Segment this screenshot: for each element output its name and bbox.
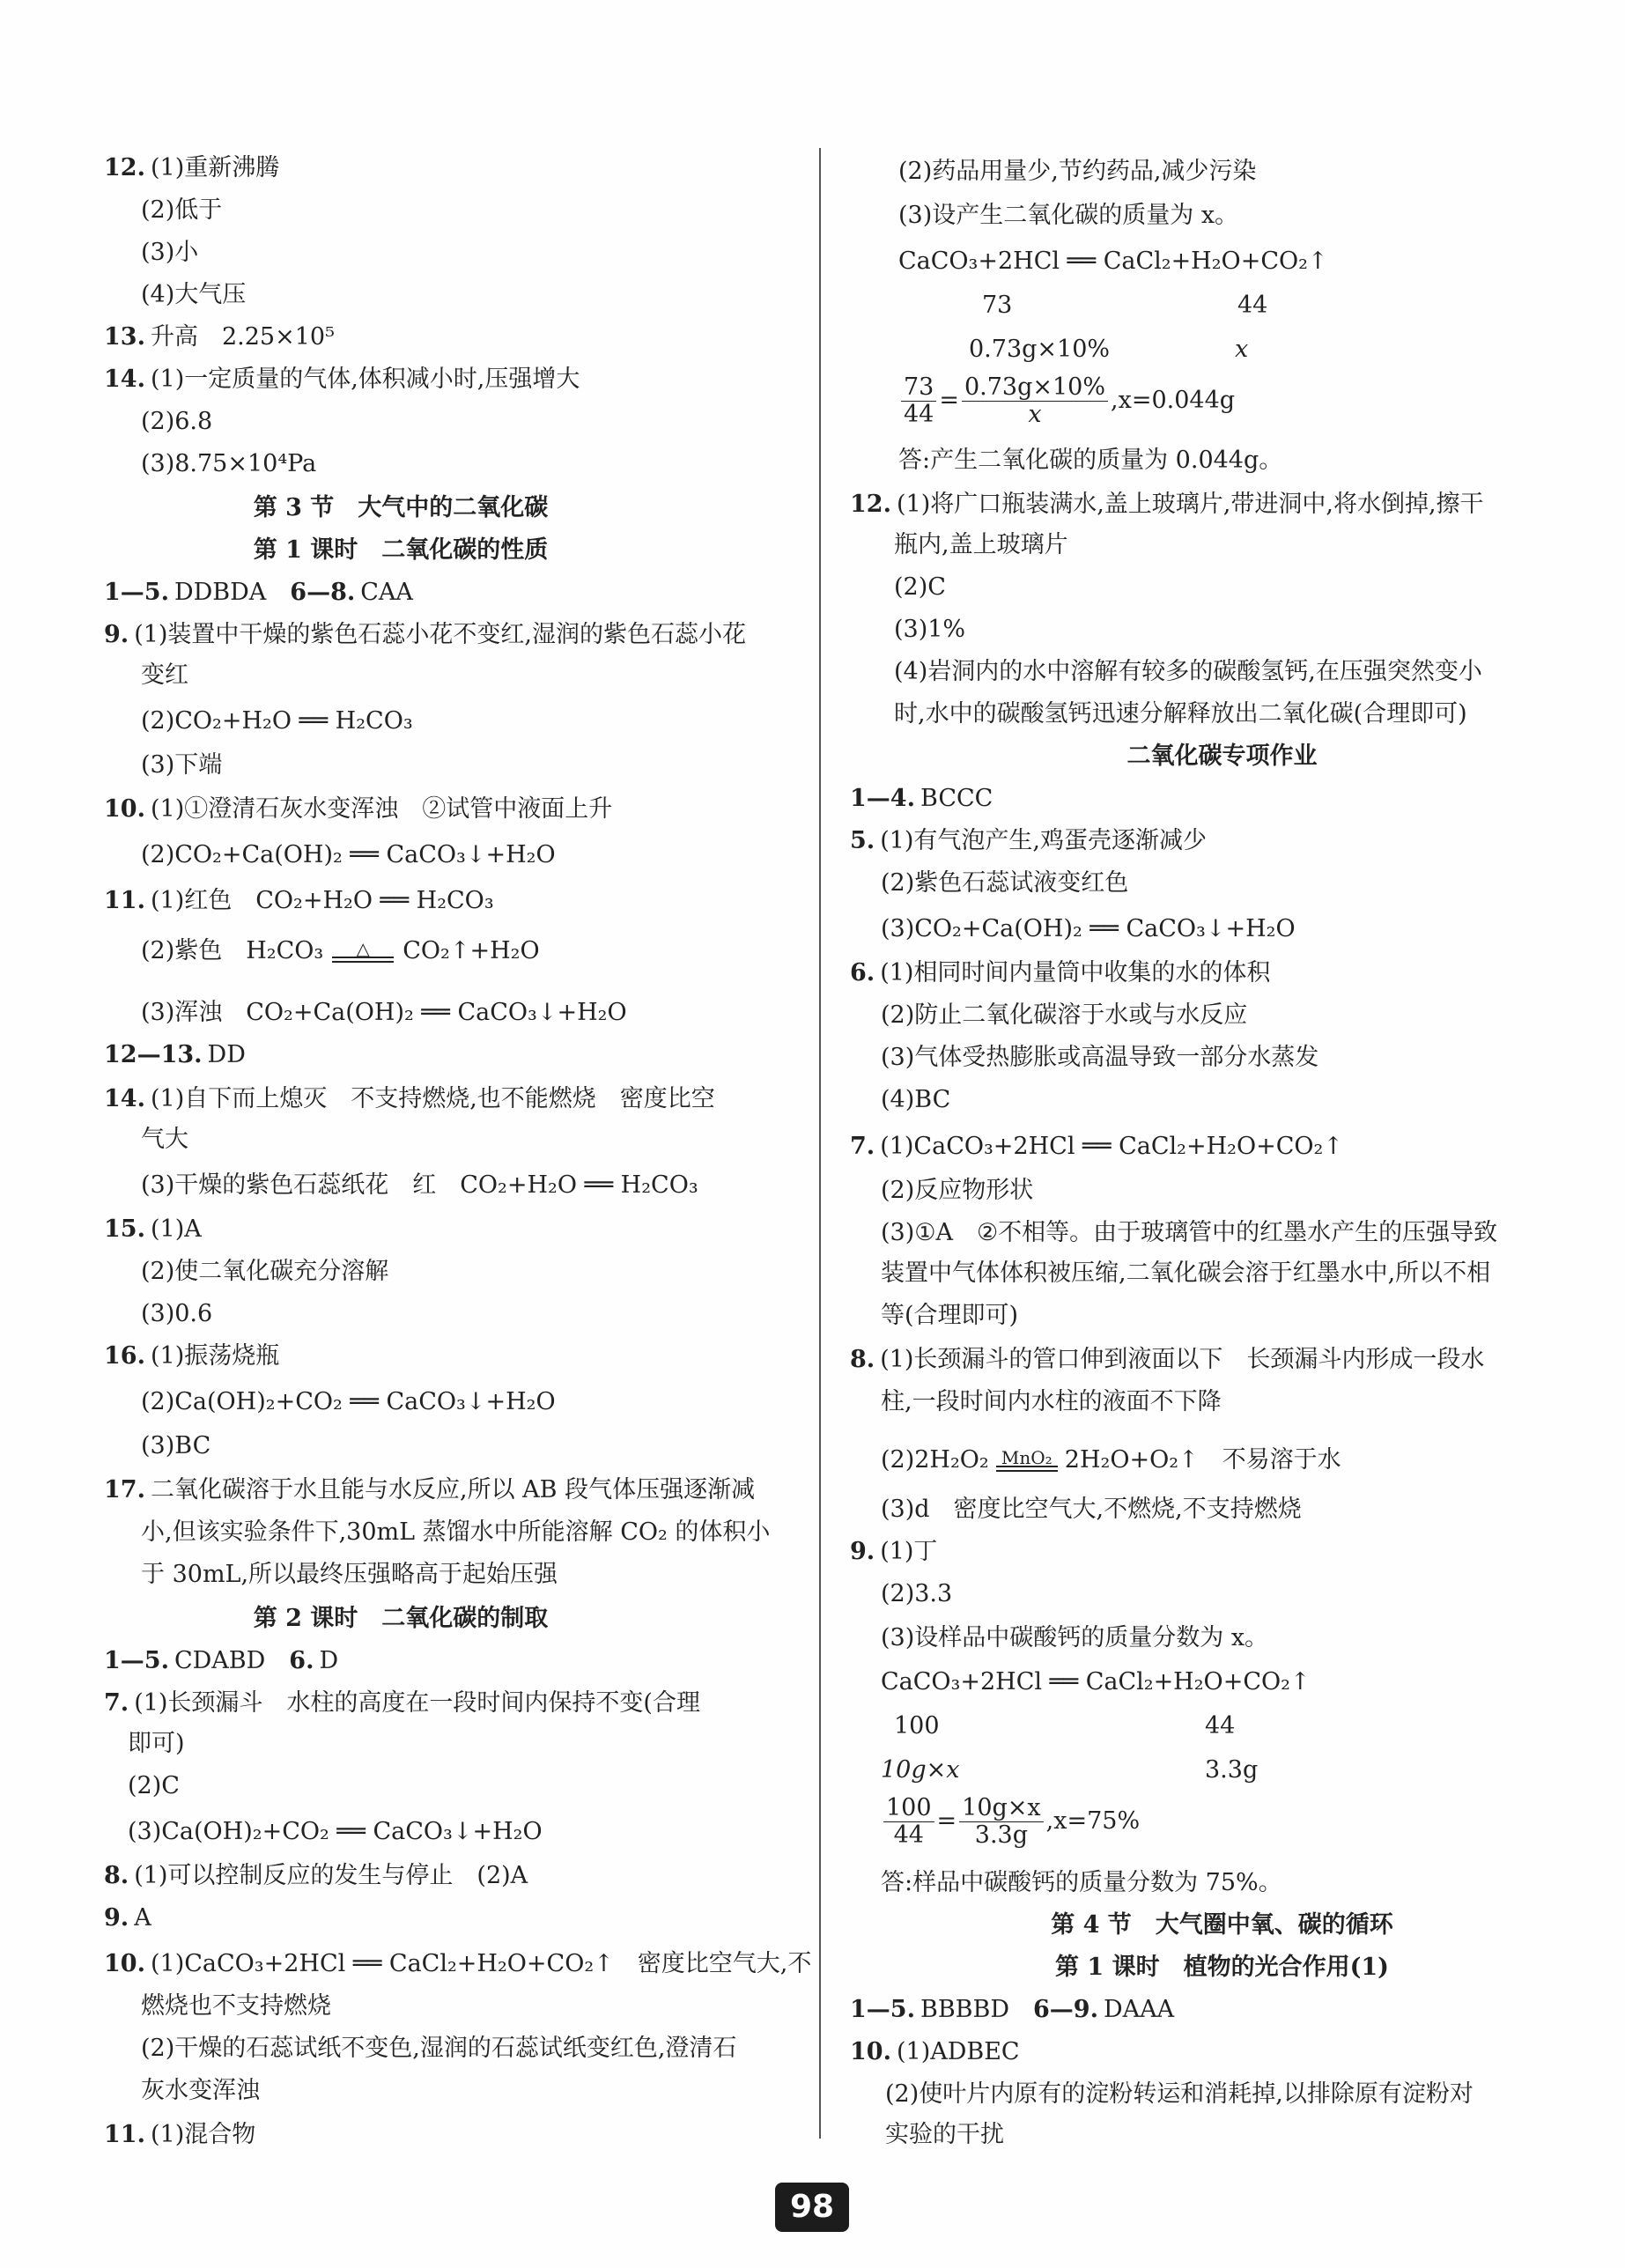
choice-answers: 1—5. DDBDA 6—8. CAA bbox=[104, 579, 413, 606]
answer-8-2: (2)2H₂O₂ MnO₂ 2H₂O+O₂↑ 不易溶于水 bbox=[881, 1446, 1341, 1474]
mass-1: 73 bbox=[982, 292, 1013, 319]
proportion-2: $\frac{100}{44}$ = $\frac{10g\times x}{3.3g}$ ,x=75% bbox=[881, 1795, 1140, 1857]
mass-2: 44 bbox=[1237, 292, 1268, 319]
answer-10-2-cont: 实验的干扰 bbox=[885, 2121, 1004, 2148]
answer-8-cont: 柱,一段时间内水柱的液面不下降 bbox=[881, 1388, 1222, 1415]
answer-5: 5. (1)有气泡产生,鸡蛋壳逐渐减少 bbox=[850, 827, 1208, 854]
answer-6-3: (3)气体受热膨胀或高温导致一部分水蒸发 bbox=[881, 1044, 1319, 1071]
answer-11c-3: (3)设产生二氧化碳的质量为 x。 bbox=[898, 202, 1239, 229]
answer-9-3: (3)设样品中碳酸钙的质量分数为 x。 bbox=[881, 1624, 1269, 1651]
answer-12-2: (2)低于 bbox=[141, 196, 223, 224]
proportion: $\frac{73}{44}$ = $\frac{0.73g\times 10\%}{x}$ ,x=0.044g bbox=[898, 374, 1235, 436]
answer-12-3: (3)小 bbox=[141, 239, 199, 266]
answer-10b-cont: 燃烧也不支持燃烧 bbox=[141, 1992, 331, 2020]
answer-7-3-cont2: 等(合理即可) bbox=[881, 1302, 1019, 1329]
answer-15-2: (2)使二氧化碳充分溶解 bbox=[141, 1258, 389, 1285]
answer-10b-2: (2)干燥的石蕊试纸不变色,湿润的石蕊试纸变红色,澄清石 bbox=[141, 2035, 737, 2062]
value-1: 0.73g×10% bbox=[969, 336, 1111, 363]
answer-9-cont: 变红 bbox=[141, 661, 188, 689]
answer-12-2: (2)C bbox=[894, 573, 946, 601]
answer-11b: 11. (1)混合物 bbox=[104, 2121, 256, 2148]
choice-answers-2: 12—13. DD bbox=[104, 1041, 246, 1068]
answer-14b: 14. (1)自下而上熄灭 不支持燃烧,也不能燃烧 密度比空 bbox=[104, 1085, 715, 1112]
answer-5-2: (2)紫色石蕊试液变红色 bbox=[881, 869, 1129, 897]
answer-9-2: (2)3.3 bbox=[881, 1580, 953, 1607]
answer-16-3: (3)BC bbox=[141, 1432, 211, 1459]
answer-11-3: (3)浑浊 CO₂+Ca(OH)₂ ══ CaCO₃↓+H₂O bbox=[141, 999, 627, 1026]
choice-answers: 1—4. BCCC bbox=[850, 785, 993, 812]
value-1b: 10g×x bbox=[881, 1756, 960, 1784]
lesson-heading: 第 1 课时 二氧化碳的性质 bbox=[253, 536, 549, 564]
answer-12-4: (4)岩洞内的水中溶解有较多的碳酸氢钙,在压强突然变小 bbox=[894, 658, 1482, 685]
answer-6-2: (2)防止二氧化碳溶于水或与水反应 bbox=[881, 1001, 1248, 1029]
answer-10b-2-cont: 灰水变浑浊 bbox=[141, 2077, 260, 2104]
answer-11c-2: (2)药品用量少,节约药品,减少污染 bbox=[898, 158, 1257, 185]
answer-12: 12. (1)重新沸腾 bbox=[104, 154, 280, 181]
mass-1b: 100 bbox=[894, 1712, 940, 1740]
page-number: 98 bbox=[775, 2183, 849, 2232]
answer-11-2: (2)紫色 H₂CO₃ △ CO₂↑+H₂O bbox=[141, 937, 540, 964]
answer-8: 8. (1)可以控制反应的发生与停止 (2)A bbox=[104, 1862, 528, 1889]
answer-6: 6. (1)相同时间内量筒中收集的水的体积 bbox=[850, 959, 1271, 986]
answer-12-cont: 瓶内,盖上玻璃片 bbox=[894, 531, 1068, 558]
answer-10: 10. (1)ADBEC bbox=[850, 2038, 1020, 2065]
section-heading-4: 第 4 节 大气圈中氧、碳的循环 bbox=[1051, 1911, 1393, 1939]
answer-12: 12. (1)将广口瓶装满水,盖上玻璃片,带进洞中,将水倒掉,擦干 bbox=[850, 491, 1484, 518]
answer-9-2: (2)CO₂+H₂O ══ H₂CO₃ bbox=[141, 707, 413, 735]
answer-13: 13. 升高 2.25×10⁵ bbox=[104, 323, 335, 351]
answer-12-3: (3)1% bbox=[894, 616, 966, 643]
answer-10-2: (2)使叶片内原有的淀粉转运和消耗掉,以排除原有淀粉对 bbox=[885, 2080, 1474, 2108]
answer-16: 16. (1)振荡烧瓶 bbox=[104, 1342, 280, 1370]
answer-17-l3: 于 30mL,所以最终压强略高于起始压强 bbox=[141, 1561, 558, 1588]
answer-7-3: (3)①A ②不相等。由于玻璃管中的红墨水产生的压强导致 bbox=[881, 1219, 1498, 1246]
answer-statement-2: 答:样品中碳酸钙的质量分数为 75%。 bbox=[881, 1869, 1282, 1896]
value-2b: 3.3g bbox=[1205, 1756, 1259, 1784]
answer-12-4: (4)大气压 bbox=[141, 281, 247, 308]
answer-9: 9. (1)丁 bbox=[850, 1538, 938, 1565]
answer-14-2: (2)6.8 bbox=[141, 408, 213, 435]
answer-9-3: (3)下端 bbox=[141, 751, 223, 779]
mass-2b: 44 bbox=[1205, 1712, 1236, 1740]
answer-9: 9. (1)装置中干燥的紫色石蕊小花不变红,湿润的紫色石蕊小花 bbox=[104, 621, 747, 648]
section-heading: 第 3 节 大气中的二氧化碳 bbox=[253, 494, 549, 521]
answer-statement: 答:产生二氧化碳的质量为 0.044g。 bbox=[898, 447, 1283, 474]
lesson-heading-2: 第 2 课时 二氧化碳的制取 bbox=[253, 1605, 549, 1632]
answer-7-3: (3)Ca(OH)₂+CO₂ ══ CaCO₃↓+H₂O bbox=[128, 1818, 543, 1845]
answer-17: 17. 二氧化碳溶于水且能与水反应,所以 AB 段气体压强逐渐减 bbox=[104, 1476, 756, 1503]
answer-10-2: (2)CO₂+Ca(OH)₂ ══ CaCO₃↓+H₂O bbox=[141, 841, 556, 868]
answer-8: 8. (1)长颈漏斗的管口伸到液面以下 长颈漏斗内形成一段水 bbox=[850, 1346, 1485, 1373]
answer-17-l2: 小,但该实验条件下,30mL 蒸馏水中所能溶解 CO₂ 的体积小 bbox=[141, 1518, 771, 1546]
answer-10: 10. (1)①澄清石灰水变浑浊 ②试管中液面上升 bbox=[104, 795, 613, 823]
answer-14b-3: (3)干燥的紫色石蕊纸花 红 CO₂+H₂O ══ H₂CO₃ bbox=[141, 1171, 698, 1199]
answer-7-2: (2)反应物形状 bbox=[881, 1177, 1034, 1204]
column-divider bbox=[819, 148, 821, 2139]
answer-7: 7. (1)CaCO₃+2HCl ══ CaCl₂+H₂O+CO₂↑ bbox=[850, 1133, 1343, 1160]
answer-12-4-cont: 时,水中的碳酸氢钙迅速分解释放出二氧化碳(合理即可) bbox=[894, 700, 1467, 728]
answer-15: 15. (1)A bbox=[104, 1215, 202, 1243]
lesson-heading-4: 第 1 课时 植物的光合作用(1) bbox=[1055, 1954, 1389, 1981]
answer-7-cont: 即可) bbox=[128, 1730, 185, 1757]
answer-16-2: (2)Ca(OH)₂+CO₂ ══ CaCO₃↓+H₂O bbox=[141, 1388, 556, 1415]
answer-9b: 9. A bbox=[104, 1904, 151, 1932]
choice-answers-4: 1—5. BBBBD 6—9. DAAA bbox=[850, 1996, 1175, 2023]
answer-6-4: (4)BC bbox=[881, 1086, 951, 1113]
equation-2: CaCO₃+2HCl ══ CaCl₂+H₂O+CO₂↑ bbox=[881, 1668, 1311, 1695]
answer-14: 14. (1)一定质量的气体,体积减小时,压强增大 bbox=[104, 366, 580, 393]
answer-14-3: (3)8.75×10⁴Pa bbox=[141, 450, 317, 477]
answer-7-3-cont: 装置中气体体积被压缩,二氧化碳会溶于红墨水中,所以不相 bbox=[881, 1260, 1491, 1287]
special-heading: 二氧化碳专项作业 bbox=[1126, 742, 1318, 770]
answer-8-3: (3)d 密度比空气大,不燃烧,不支持燃烧 bbox=[881, 1496, 1302, 1523]
choice-answers-3: 1—5. CDABD 6. D bbox=[104, 1647, 339, 1674]
answer-5-3: (3)CO₂+Ca(OH)₂ ══ CaCO₃↓+H₂O bbox=[881, 915, 1296, 942]
answer-7-2: (2)C bbox=[128, 1772, 180, 1799]
answer-10b: 10. (1)CaCO₃+2HCl ══ CaCl₂+H₂O+CO₂↑ 密度比空气大,不 bbox=[104, 1950, 812, 1977]
answer-7: 7. (1)长颈漏斗 水柱的高度在一段时间内保持不变(合理 bbox=[104, 1689, 700, 1717]
value-2: x bbox=[1235, 336, 1249, 363]
answer-14b-cont: 气大 bbox=[141, 1126, 188, 1153]
answer-11: 11. (1)红色 CO₂+H₂O ══ H₂CO₃ bbox=[104, 887, 494, 914]
answer-15-3: (3)0.6 bbox=[141, 1300, 213, 1327]
equation: CaCO₃+2HCl ══ CaCl₂+H₂O+CO₂↑ bbox=[898, 247, 1328, 275]
